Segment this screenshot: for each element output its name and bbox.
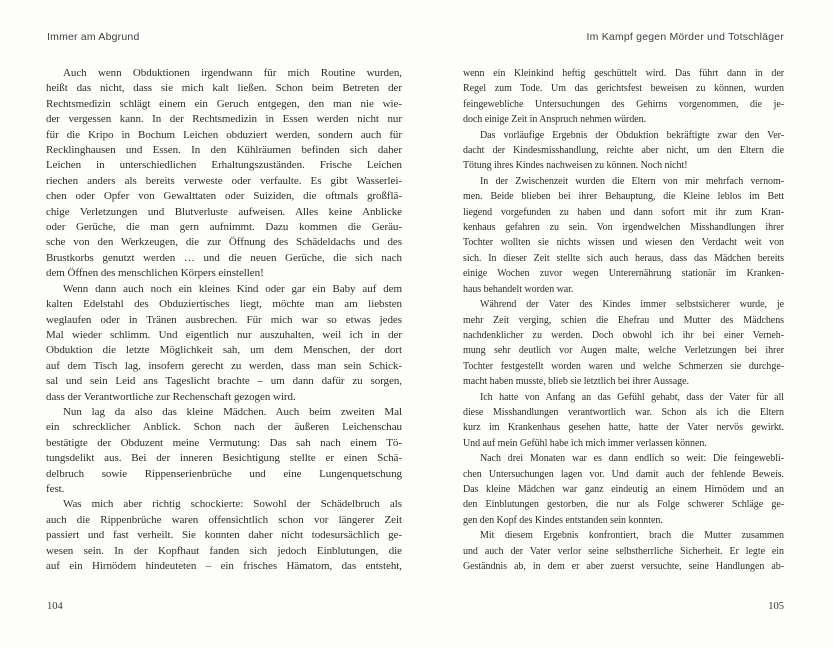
- text-line: tungsdelikt aus. Bei der inneren Besichtigung stellte er einen Schä-: [46, 452, 402, 465]
- text-line: Auch wenn Obduktionen irgendwann für mich Routine wurden,: [63, 67, 402, 79]
- text-line: für die Kripo in Bochum Leichen obduziert werden, sondern auch für: [46, 128, 402, 141]
- text-line: Und auf mein Gefühl habe ich mich immer verlassen können.: [463, 437, 707, 449]
- text-line: sal und sein Leid ans Tageslicht brachte – um dann dafür zu sorgen,: [46, 375, 402, 388]
- text-line: mehr Zeit verging, schien die Ehefrau und Mutter des Mädchens: [463, 314, 784, 326]
- text-line: Tochter wollten sie nichts wissen und wiesen den Verdacht weit von: [463, 237, 784, 249]
- text-line: dass der Verantwortliche zur Rechenschaft gezogen wird.: [46, 390, 296, 403]
- text-line: Das kleine Mädchen war ganz eindeutig an einem Hirnödem und an: [463, 483, 784, 495]
- text-line: kalten Edelstahl des Obduziertisches liegt, möchte man am liebsten: [46, 298, 402, 311]
- text-line: feingewebliche Untersuchungen des Gehirns vorgenommen, die je-: [463, 98, 784, 110]
- text-line: Rechtsmedizin schlägt einem ein Geruch entgegen, den man nie wie-: [46, 97, 402, 110]
- right-page-header: Im Kampf gegen Mörder und Totschläger: [586, 31, 784, 43]
- text-line: Mit diesem Ergebnis konfrontiert, brach die Mutter zusammen: [480, 530, 784, 542]
- text-line: kenhaus gefahren zu sein. Von irgendwelchen Misshandlungen ihrer: [463, 222, 784, 234]
- text-line: liegend vorgefunden zu haben und dann sofort mit ihr zum Kran-: [463, 206, 784, 218]
- text-line: Nach drei Monaten war es dann endlich so weit: Die feingewebli-: [480, 453, 784, 465]
- text-line: In der Zwischenzeit wurden die Eltern von mir mehrfach vernom-: [480, 175, 784, 187]
- right-page-number: 105: [768, 601, 784, 612]
- text-line: Brustkorbs genutzt werden … und die neuen Gerüche, die sich nach: [46, 251, 402, 264]
- text-line: Obduktion die letzte Möglichkeit sah, um dem Menschen, der dort: [46, 344, 402, 357]
- text-line: auf ein Hirnödem hindeuteten – ein frisches Hämatom, das entsteht,: [46, 560, 402, 572]
- text-line: Regel zum Tode. Um das gerichtsfest beweisen zu können, wurden: [463, 83, 784, 95]
- left-text-column: [46, 66, 402, 574]
- text-line: kurz im Krankenhaus gesehen hatte, hatte der Vater nervös gewirkt.: [463, 422, 784, 434]
- text-line: mung sehr deutlich vor Augen malte, welche Verletzungen bei ihrer: [463, 345, 784, 357]
- text-line: chige Verletzungen und Blutverluste aufweisen. Alles keine Anblicke: [46, 205, 402, 218]
- text-line: Geständnis ab, in dem er aber zuerst versuchte, seine Handlungen ab-: [463, 561, 784, 572]
- text-line: sche von den Werkzeugen, die zur Öffnung des Schädeldachs und des: [46, 236, 402, 249]
- text-line: und auch der Vater verlor seine selbstherrliche Sicherheit. Er legte ein: [463, 545, 784, 557]
- text-line: Das vorläufige Ergebnis der Obduktion bekräftigte zwar den Ver-: [480, 129, 784, 141]
- text-line: sich. In dieser Zeit stellte sich auch heraus, dass das Mädchen bereits: [463, 252, 784, 264]
- text-line: bestätigte der Obduzent meine Vermutung: Das sah nach einem Tö-: [46, 436, 402, 449]
- text-line: gen den Kopf des Kindes entstanden sein konnten.: [463, 514, 663, 526]
- text-line: macht haben musste, blieb sie letztlich bei ihrer Aussage.: [463, 376, 689, 388]
- text-line: Tochter festgestellt worden waren und welche Schmerzen sie durchge-: [463, 360, 784, 372]
- text-line: Mal wieder schlimm. Und eigentlich nur auszuhalten, weil ich in der: [46, 328, 402, 341]
- text-line: Während der Vater des Kindes immer selbstsicherer wurde, je: [480, 299, 784, 311]
- text-line: Tötung ihres Kindes nachweisen zu können. Noch nicht!: [463, 160, 688, 172]
- text-line: weglaufen oder in Tränen ausbrechen. Für mich war so etwas jedes: [46, 313, 402, 326]
- text-line: Wenn dann auch noch ein kleines Kind oder gar ein Baby auf dem: [63, 282, 402, 295]
- text-line: dacht der Kindesmisshandlung, reichte aber nicht, um den Eltern die: [463, 145, 784, 157]
- text-line: einige Wochen zuvor wegen Unterernährung stationär im Kranken-: [463, 268, 784, 280]
- text-line: doch einige Zeit in Anspruch nehmen würden.: [463, 114, 647, 126]
- left-page-number: 104: [47, 601, 63, 612]
- text-line: Leichen in unterschiedlichen Erhaltungszuständen. Frische Leichen: [46, 159, 402, 172]
- text-line: Recklinghausen und Essen. In den Kühlräumen befinden sich daher: [46, 144, 402, 157]
- text-line: auch die Rippenbrüche waren offensichtlich schon vor längerer Zeit: [46, 513, 402, 526]
- text-line: ein schrecklicher Anblick. Schon nach der äußeren Leichenschau: [46, 421, 402, 434]
- text-line: chen Untersuchungen lagen vor. Und damit auch der fehlende Beweis.: [463, 468, 784, 480]
- text-line: Ich hatte von Anfang an das Gefühl gehabt, dass der Vater für all: [480, 391, 784, 403]
- text-line: den Einblutungen gestorben, die nur als Folge schwerer Schläge ge-: [463, 499, 784, 511]
- text-line: fest.: [46, 482, 65, 495]
- text-line: dem Öffnen des menschlichen Körpers einstellen!: [46, 267, 264, 280]
- text-line: delbruch sowie Rippenserienbrüche und eine Lungenquetschung: [46, 467, 402, 480]
- text-line: auf dem Tisch lag, insofern gerecht zu werden, dass man sein Schick-: [46, 359, 402, 372]
- text-line: heißt das nicht, dass sie mich kalt ließen. Schon beim Betreten der: [46, 82, 402, 95]
- text-line: chen oder Opfer von Gewalttaten oder Suiziden, die oftmals großflä-: [46, 190, 402, 203]
- text-line: Was mich aber richtig schockierte: Sowohl der Schädelbruch als: [63, 498, 402, 511]
- right-text-column: [463, 66, 784, 574]
- text-line: passiert und fast verheilt. Sie konnten daher nicht todesursächlich ge-: [46, 529, 402, 542]
- text-line: Nun lag da also das kleine Mädchen. Auch beim zweiten Mal: [63, 405, 402, 418]
- text-line: diese Misshandlungen verantwortlich war. Schon als ich die Eltern: [463, 406, 784, 418]
- text-line: wesen sein. In der Kopfhaut fanden sich jedoch Einblutungen, die: [46, 544, 402, 557]
- text-line: haus behandelt worden war.: [463, 283, 574, 295]
- text-line: der vergessen kann. In der Rechtsmedizin in Essen werden nicht nur: [46, 113, 402, 126]
- text-line: wenn ein Kleinkind heftig geschüttelt wird. Das führt dann in der: [463, 68, 784, 79]
- text-line: riechen anders als bereits verweste oder verfaulte. Es gibt Wasserlei-: [46, 174, 402, 187]
- left-page-header: Immer am Abgrund: [47, 31, 140, 43]
- text-line: oder Gerüche, die man gern aufnimmt. Dazu kommen die Geräu-: [46, 221, 402, 234]
- text-line: men. Beide blieben bei ihrer Behauptung, die Kleine leblos im Bett: [463, 191, 784, 203]
- text-line: nachdenklicher zu werden. Doch obwohl ich ihr bei einer Verneh-: [463, 329, 784, 341]
